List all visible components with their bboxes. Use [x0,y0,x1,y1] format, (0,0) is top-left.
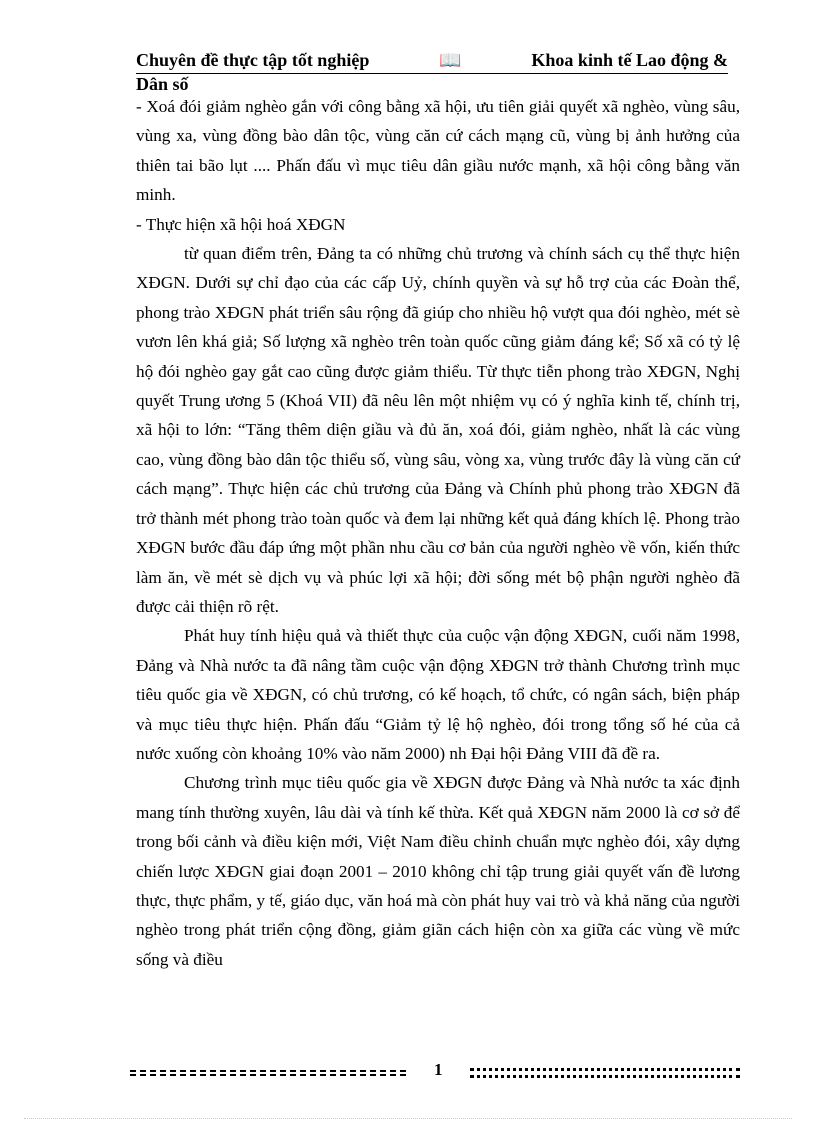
paragraph-bullet-2: - Thực hiện xã hội hoá XĐGN [136,214,346,234]
book-icon: 📖 [439,50,462,70]
footer-dotted-rule [470,1068,740,1078]
header-left-title: Chuyên đề thực tập tốt nghiệp [136,50,370,70]
paragraph-2: Phát huy tính hiệu quả và thiết thực của cuộc vận động XĐGN, cuối năm 1998, Đảng và Nhà nước ta đã nâng tầm cuộc vận động XĐGN trở thành Chương trình mục tiêu quốc gia về XĐGN, có chủ trương, có kế hoạch, tổ chức, có ngân sách, biện pháp và mục tiêu thực hiện. Phấn đấu “Giảm tỷ lệ hộ nghèo, đói trong tổng số hé của cả nước xuống còn khoảng 10% vào năm 2000) nh Đại hội Đảng VIII đã đề ra. [136,626,740,763]
paragraph-1: từ quan điểm trên, Đảng ta có những chủ trương và chính sách cụ thể thực hiện XĐGN. Dưới sự chỉ đạo của các cấp Uỷ, chính quyền và sự hỗ trợ của các Đoàn thể, phong trào XĐGN phát triển sâu rộng đã giúp cho nhiều hộ vượt qua đói nghèo, mét sè vươn lên khá giả; Số lượng xã nghèo trên toàn quốc cũng giảm đáng kể; Số xã có tỷ lệ hộ đói nghèo gay gắt cao cũng được giảm thiểu. Từ thực tiễn phong trào XĐGN, Nghị quyết Trung ương 5 (Khoá VII) đã nêu lên một nhiệm vụ có ý nghĩa kinh tế, chính trị, xã hội to lớn: “Tăng thêm diện giầu và đủ ăn, xoá đói, giảm nghèo, nhất là các vùng cao, vùng đồng bào dân tộc thiểu số, vùng sâu, vòng xa, vùng trước đây là vùng căn cứ cách mạng”. Thực hiện các chủ trương của Đảng và Chính phủ phong trào XĐGN đã trở thành mét phong trào toàn quốc và đem lại những kết quả đáng khích lệ. Phong trào XĐGN bước đầu đáp ứng một phần nhu cầu cơ bản của người nghèo về vốn, kiến thức làm ăn, về mét sè dịch vụ và phúc lợi xã hội; đời sống mét bộ phận người nghèo đã được cải thiện rõ rệt. [136,244,740,616]
page-number: 1 [434,1060,443,1079]
footer-dashed-rule [130,1070,406,1076]
header-rule [136,73,728,74]
page-header [136,48,728,96]
header-first-line [136,48,728,72]
page-footer [130,1060,742,1084]
paragraph-3: Chương trình mục tiêu quốc gia về XĐGN được Đảng và Nhà nước ta xác định mang tính thường xuyên, lâu dài và tính kế thừa. Kết quả XĐGN năm 2000 là cơ sở để trong bối cảnh và điều kiện mới, Việt Nam điều chỉnh chuẩn mực nghèo đói, xây dựng chiến lược XĐGN giai đoạn 2001 – 2010 không chỉ tập trung giải quyết vấn đề lương thực, thực phẩm, y tế, giáo dục, văn hoá mà còn phát huy vai trò và khả năng của người nghèo trong phát triển cộng đồng, giảm giãn cách hiện còn xa giữa các vùng về mức sống và điều [136,773,740,969]
header-right-title: Khoa kinh tế Lao động & [531,50,728,70]
paragraph-bullet-1: - Xoá đói giảm nghèo gắn với công bằng xã hội, ưu tiên giải quyết xã nghèo, vùng sâu, vùng xa, vùng đồng bào dân tộc, vùng căn cứ cách mạng cũ, vùng bị ảnh hưởng của thiên tai bão lụt .... Phấn đấu vì mục tiêu dân giầu nước mạnh, xã hội công bằng văn minh. [136,97,740,205]
header-second-line: Dân số [136,74,189,94]
page-edge-line [24,1118,792,1119]
document-body [136,92,740,974]
